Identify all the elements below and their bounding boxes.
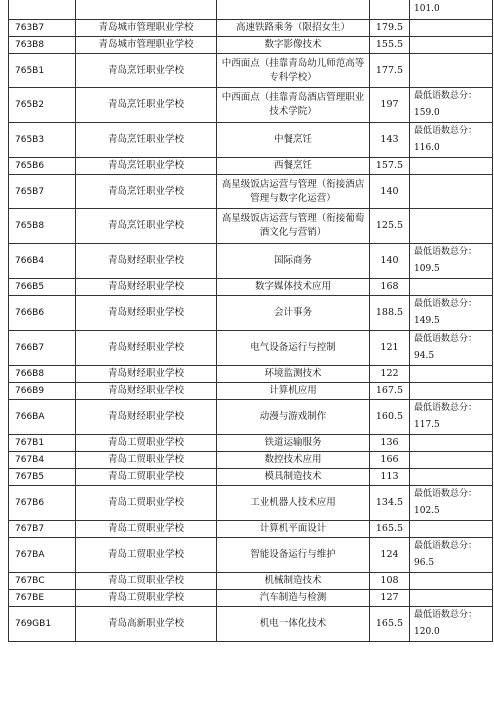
- cell-note: [410, 209, 493, 244]
- cell-score: 188.5: [370, 296, 410, 331]
- cell-note: 最低语数总分：159.0: [410, 88, 493, 123]
- table-row: [9, 279, 493, 296]
- cell-code: 767B6: [9, 486, 76, 521]
- cell-score: 168: [370, 279, 410, 296]
- table-row: [9, 435, 493, 452]
- cell-note: [410, 435, 493, 452]
- cell-score: 177.5: [370, 54, 410, 88]
- table-row: [9, 607, 493, 642]
- cell-score: 166: [370, 452, 410, 469]
- table-row: [9, 123, 493, 158]
- cell-major: 工业机器人技术应用: [217, 486, 370, 521]
- table-row: [9, 244, 493, 279]
- table-row: [9, 296, 493, 331]
- cell-major: 会计事务: [217, 296, 370, 331]
- cell-major: 中西面点（挂靠青岛幼儿师范高等专科学校）: [217, 54, 370, 88]
- cell-score: 197: [370, 88, 410, 123]
- table-row: [9, 400, 493, 435]
- cell-score: 143: [370, 123, 410, 158]
- cell-note: 最低语数总分：117.5: [410, 400, 493, 435]
- cell-note: [410, 20, 493, 37]
- cell-score: 113: [370, 469, 410, 486]
- cell-note: 最低语数总分：102.5: [410, 486, 493, 521]
- table-row: [9, 88, 493, 123]
- cell-score: 167.5: [370, 383, 410, 400]
- cell-note: [410, 37, 493, 54]
- cell-major: 动漫与游戏制作: [217, 400, 370, 435]
- cell-school: 青岛工贸职业学校: [76, 435, 217, 452]
- cell-school: 青岛工贸职业学校: [76, 452, 217, 469]
- cell-school: 青岛财经职业学校: [76, 279, 217, 296]
- cell-note: [410, 452, 493, 469]
- cell-code: 767BE: [9, 590, 76, 607]
- cell-major: 西餐烹饪: [217, 158, 370, 175]
- cell-note: 最低语数总分：120.0: [410, 607, 493, 642]
- cell-major: 铁道运输服务: [217, 435, 370, 452]
- table-row: [9, 366, 493, 383]
- cell-score: 140: [370, 175, 410, 209]
- cell-major: 汽车制造与检测: [217, 590, 370, 607]
- cell-major: 智能设备运行与维护: [217, 538, 370, 573]
- cell-code: 763B7: [9, 20, 76, 37]
- table-row: [9, 469, 493, 486]
- cell-code: 766B4: [9, 244, 76, 279]
- cell-score: [370, 0, 410, 20]
- table-row: [9, 158, 493, 175]
- cell-school: 青岛烹饪职业学校: [76, 54, 217, 88]
- cell-school: 青岛财经职业学校: [76, 366, 217, 383]
- cell-major: [217, 0, 370, 20]
- cell-note: 101.0: [410, 0, 493, 20]
- cell-note: [410, 469, 493, 486]
- cell-score: 108: [370, 573, 410, 590]
- cell-major: 模具制造技术: [217, 469, 370, 486]
- cell-note: [410, 590, 493, 607]
- cell-code: 767B4: [9, 452, 76, 469]
- cell-school: 青岛工贸职业学校: [76, 521, 217, 538]
- cell-note: [410, 366, 493, 383]
- cell-note: 最低语数总分：149.5: [410, 296, 493, 331]
- cell-school: 青岛烹饪职业学校: [76, 123, 217, 158]
- cell-major: 计算机平面设计: [217, 521, 370, 538]
- cell-major: 高星级饭店运营与管理（衔接葡萄酒文化与营销）: [217, 209, 370, 244]
- cell-code: 765B2: [9, 88, 76, 123]
- cell-score: 122: [370, 366, 410, 383]
- cell-code: 765B8: [9, 209, 76, 244]
- cell-code: 766B6: [9, 296, 76, 331]
- cell-school: 青岛财经职业学校: [76, 400, 217, 435]
- cell-school: 青岛城市管理职业学校: [76, 20, 217, 37]
- cell-code: 766B5: [9, 279, 76, 296]
- cell-code: 765B3: [9, 123, 76, 158]
- cell-major: 数控技术应用: [217, 452, 370, 469]
- cell-score: 157.5: [370, 158, 410, 175]
- table-row: [9, 37, 493, 54]
- cell-school: 青岛财经职业学校: [76, 244, 217, 279]
- cell-score: 140: [370, 244, 410, 279]
- cell-code: 766B7: [9, 331, 76, 366]
- cell-school: 青岛工贸职业学校: [76, 469, 217, 486]
- cell-major: 数字影像技术: [217, 37, 370, 54]
- cell-school: 青岛工贸职业学校: [76, 486, 217, 521]
- cell-school: 青岛烹饪职业学校: [76, 88, 217, 123]
- cell-major: 电气设备运行与控制: [217, 331, 370, 366]
- cell-score: 125.5: [370, 209, 410, 244]
- cell-note: [410, 573, 493, 590]
- cell-code: 767B1: [9, 435, 76, 452]
- table-row: [9, 20, 493, 37]
- cell-note: [410, 54, 493, 88]
- cell-code: 767BA: [9, 538, 76, 573]
- table-row: [9, 175, 493, 209]
- cell-note: [410, 383, 493, 400]
- cell-code: 767B5: [9, 469, 76, 486]
- cell-school: 青岛工贸职业学校: [76, 573, 217, 590]
- cell-school: 青岛烹饪职业学校: [76, 209, 217, 244]
- cell-major: 高速铁路乘务（限招女生）: [217, 20, 370, 37]
- cell-code: 763B8: [9, 37, 76, 54]
- cell-major: 中西面点（挂靠青岛酒店管理职业技术学院）: [217, 88, 370, 123]
- table-row: [9, 383, 493, 400]
- table-row: [9, 538, 493, 573]
- cell-note: 最低语数总分：109.5: [410, 244, 493, 279]
- cell-major: 环境监测技术: [217, 366, 370, 383]
- table-row: [9, 452, 493, 469]
- cell-school: 青岛工贸职业学校: [76, 538, 217, 573]
- cell-school: 青岛工贸职业学校: [76, 590, 217, 607]
- table-row: [9, 573, 493, 590]
- cell-code: 769GB1: [9, 607, 76, 642]
- cell-note: 最低语数总分：96.5: [410, 538, 493, 573]
- table-row: [9, 331, 493, 366]
- cell-major: 数字媒体技术应用: [217, 279, 370, 296]
- cell-score: 121: [370, 331, 410, 366]
- cell-note: [410, 279, 493, 296]
- admission-score-table: [8, 0, 493, 642]
- cell-school: 青岛烹饪职业学校: [76, 175, 217, 209]
- cell-major: 国际商务: [217, 244, 370, 279]
- cell-code: [9, 0, 76, 20]
- cell-score: 127: [370, 590, 410, 607]
- cell-code: 766BA: [9, 400, 76, 435]
- cell-code: 766B8: [9, 366, 76, 383]
- cell-major: 机械制造技术: [217, 573, 370, 590]
- table-row: [9, 0, 493, 20]
- cell-school: 青岛财经职业学校: [76, 383, 217, 400]
- cell-score: 124: [370, 538, 410, 573]
- cell-score: 165.5: [370, 607, 410, 642]
- cell-note: [410, 158, 493, 175]
- cell-school: 青岛城市管理职业学校: [76, 37, 217, 54]
- cell-score: 136: [370, 435, 410, 452]
- cell-score: 155.5: [370, 37, 410, 54]
- cell-code: 766B9: [9, 383, 76, 400]
- cell-major: 计算机应用: [217, 383, 370, 400]
- cell-score: 134.5: [370, 486, 410, 521]
- cell-major: 中餐烹饪: [217, 123, 370, 158]
- cell-major: 高星级饭店运营与管理（衔接酒店管理与数字化运营）: [217, 175, 370, 209]
- table-row: [9, 54, 493, 88]
- table-row: [9, 209, 493, 244]
- cell-code: 767BC: [9, 573, 76, 590]
- cell-score: 179.5: [370, 20, 410, 37]
- cell-note: 最低语数总分：94.5: [410, 331, 493, 366]
- cell-code: 767B7: [9, 521, 76, 538]
- cell-score: 165.5: [370, 521, 410, 538]
- cell-school: 青岛财经职业学校: [76, 331, 217, 366]
- cell-note: [410, 521, 493, 538]
- cell-school: [76, 0, 217, 20]
- table-row: [9, 590, 493, 607]
- cell-code: 765B1: [9, 54, 76, 88]
- cell-code: 765B7: [9, 175, 76, 209]
- table-body: [9, 0, 493, 642]
- cell-school: 青岛烹饪职业学校: [76, 158, 217, 175]
- cell-school: 青岛财经职业学校: [76, 296, 217, 331]
- table-row: [9, 486, 493, 521]
- cell-school: 青岛高新职业学校: [76, 607, 217, 642]
- cell-score: 160.5: [370, 400, 410, 435]
- table-row: [9, 521, 493, 538]
- cell-code: 765B6: [9, 158, 76, 175]
- cell-major: 机电一体化技术: [217, 607, 370, 642]
- cell-note: 最低语数总分：116.0: [410, 123, 493, 158]
- cell-note: [410, 175, 493, 209]
